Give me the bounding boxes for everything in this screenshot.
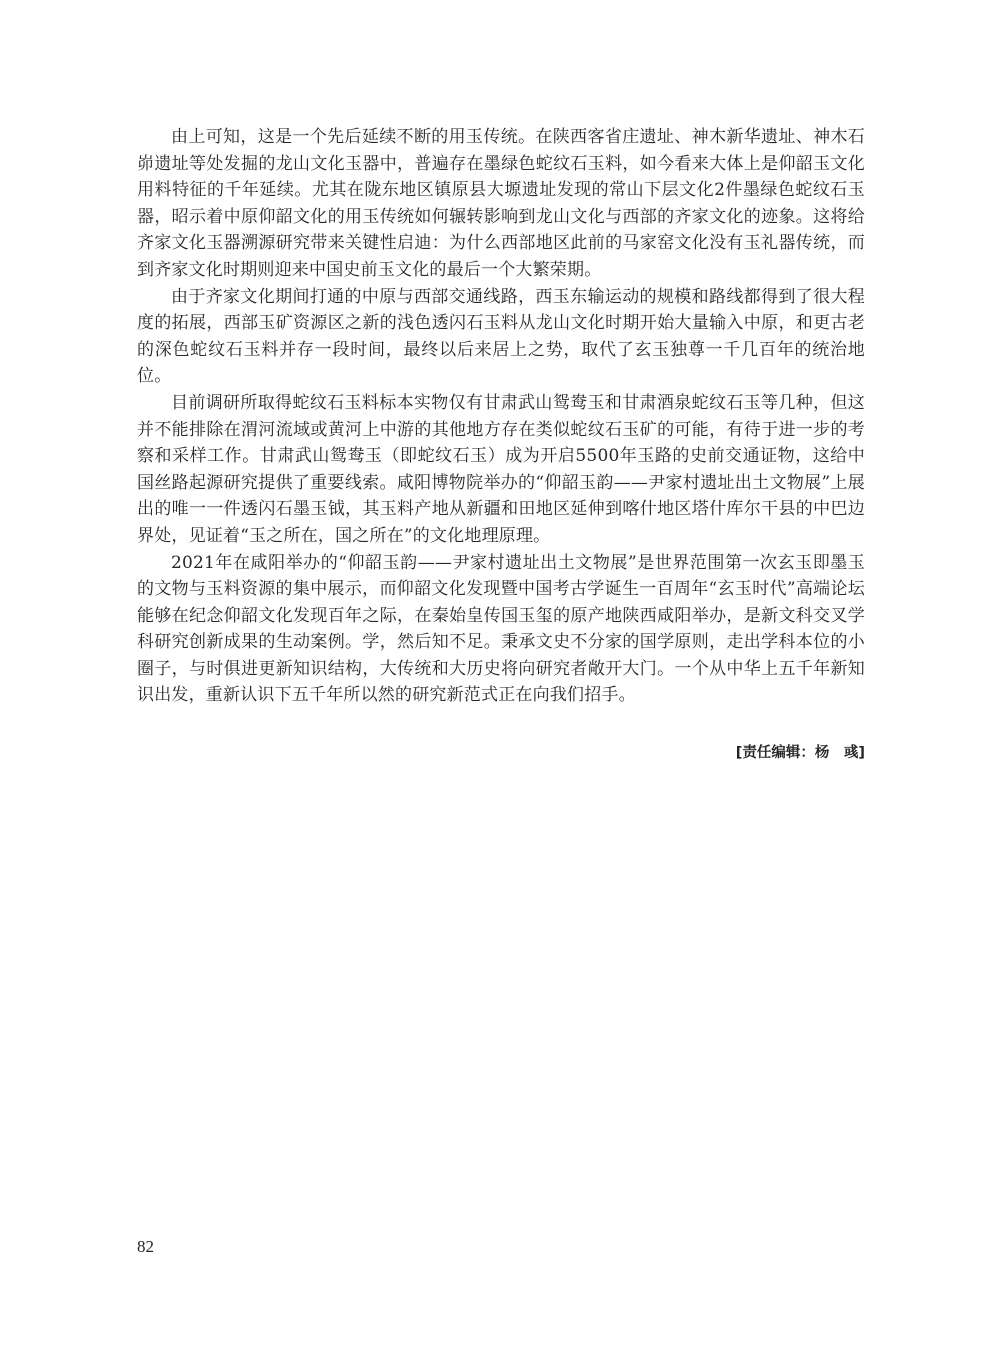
editor-note: [责任编辑：杨 彧] — [735, 745, 865, 761]
paragraph-1: 由上可知，这是一个先后延续不断的用玉传统。在陕西客省庄遗址、神木新华遗址、神木石峁遗址等处发掘的龙山文化玉器中，普遍存在墨绿色蛇纹石玉料，如今看来大体上是仰韶玉文化用料特征的千年延续。尤其在陇东地区镇原县大塬遗址发现的常山下层文化2件墨绿色蛇纹石玉器，昭示着中原仰韶文化的用玉传统如何辗转影响到龙山文化与西部的齐家文化的迹象。这将给齐家文化玉器溯源研究带来关键性启迪：为什么西部地区此前的马家窑文化没有玉礼器传统，而到齐家文化时期则迎来中国史前玉文化的最后一个大繁荣期。 — [137, 127, 865, 280]
paragraph-2: 由于齐家文化期间打通的中原与西部交通线路，西玉东输运动的规模和路线都得到了很大程度的拓展，西部玉矿资源区之新的浅色透闪石玉料从龙山文化时期开始大量输入中原，和更古老的深色蛇纹石玉料并存一段时间，最终以后来居上之势，取代了玄玉独尊一千几百年的统治地位。 — [137, 286, 865, 387]
paragraph-3: 目前调研所取得蛇纹石玉料标本实物仅有甘肃武山鸳鸯玉和甘肃酒泉蛇纹石玉等几种，但这并不能排除在渭河流域或黄河上中游的其他地方存在类似蛇纹石玉矿的可能，有待于进一步的考察和采样工作。甘肃武山鸳鸯玉（即蛇纹石玉）成为开启5500年玉路的史前交通证物，这给中国丝路起源研究提供了重要线索。咸阳博物院举办的“仰韶玉韵——尹家村遗址出土文物展”上展出的唯一一件透闪石墨玉钺，其玉料产地从新疆和田地区延伸到喀什地区塔什库尔干县的中巴边界处，见证着“玉之所在，国之所在”的文化地理原理。 — [137, 392, 865, 546]
article-body — [137, 124, 865, 709]
paragraph-4: 2021年在咸阳举办的“仰韶玉韵——尹家村遗址出土文物展”是世界范围第一次玄玉即墨玉的文物与玉料资源的集中展示，而仰韶文化发现暨中国考古学诞生一百周年“玄玉时代”高端论坛能够在纪念仰韶文化发现百年之际，在秦始皇传国玉玺的原产地陕西咸阳举办，是新文科交叉学科研究创新成果的生动案例。学，然后知不足。秉承文史不分家的国学原则，走出学科本位的小圈子，与时俱进更新知识结构，大传统和大历史将向研究者敞开大门。一个从中华上五千年新知识出发，重新认识下五千年所以然的研究新范式正在向我们招手。 — [137, 552, 865, 706]
page-number: 82 — [137, 1237, 154, 1256]
